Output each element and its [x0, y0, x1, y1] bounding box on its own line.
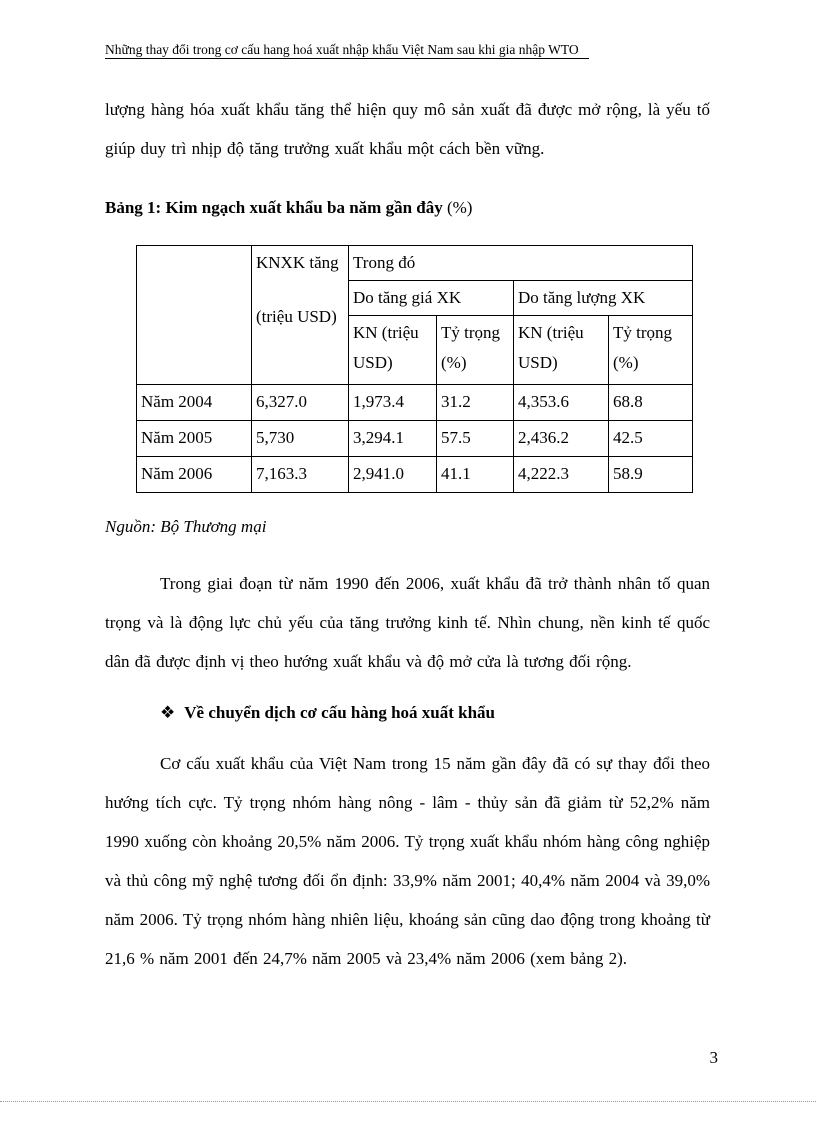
bullet-heading-text: Về chuyển dịch cơ cấu hàng hoá xuất khẩu — [184, 703, 496, 722]
paragraph-structure: Cơ cấu xuất khẩu của Việt Nam trong 15 năm gần đây đã có sự thay đổi theo hướng tích cực. Tỷ trọng nhóm hàng nông - lâm - thủy sản đã giảm từ 52,2% năm 1990 xuống còn khoảng 20,5% năm 2006. Tỷ trọng xuất khẩu nhóm hàng công nghiệp và thủ công mỹ nghệ tương đối ổn định: 33,9% năm 2001; 40,4% năm 2004 và 39,0% năm 2006. Tỷ trọng nhóm hàng nhiên liệu, khoáng sản cũng dao động trong khoảng từ 21,6 % năm 2001 đến 24,7% năm 2005 và 23,4% năm 2006 (xem bảng 2). — [105, 754, 710, 968]
section-bullet-heading — [160, 693, 710, 732]
header-knxk-line1: KNXK tăng — [256, 253, 339, 272]
header-knxk — [252, 246, 349, 385]
cell-gia-pct: 41.1 — [437, 457, 514, 493]
cell-gia-pct: 31.2 — [437, 385, 514, 421]
header-tytrong-gia: Tỷ trọng (%) — [437, 316, 514, 385]
table-row-2004 — [137, 385, 693, 421]
cell-gia-kn: 1,973.4 — [349, 385, 437, 421]
cell-gia-pct: 57.5 — [437, 421, 514, 457]
cell-knxk: 6,327.0 — [252, 385, 349, 421]
table-caption-suffix: (%) — [442, 198, 473, 217]
table-row-2006 — [137, 457, 693, 493]
cell-luong-kn: 2,436.2 — [514, 421, 609, 457]
cell-knxk: 5,730 — [252, 421, 349, 457]
running-head-text: Những thay đổi trong cơ cấu hang hoá xuất nhập khẩu Việt Nam sau khi gia nhập WTO — [105, 42, 589, 59]
page-number: 3 — [709, 1048, 718, 1067]
header-row-1 — [137, 246, 693, 281]
header-do-tang-luong: Do tăng lượng XK — [514, 281, 693, 316]
cell-gia-kn: 3,294.1 — [349, 421, 437, 457]
table-caption — [105, 188, 710, 227]
footer-dotted-rule — [0, 1101, 816, 1102]
export-turnover-table — [136, 245, 693, 493]
paragraph-growth: Trong giai đoạn từ năm 1990 đến 2006, xuất khẩu đã trở thành nhân tố quan trọng và là động lực chủ yếu của tăng trưởng kinh tế. Nhìn chung, nền kinh tế quốc dân đã được định vị theo hướng xuất khẩu và độ mở cửa là tương đối rộng. — [105, 574, 710, 671]
cell-luong-pct: 42.5 — [609, 421, 693, 457]
header-do-tang-gia: Do tăng giá XK — [349, 281, 514, 316]
paragraph-intro: lượng hàng hóa xuất khẩu tăng thể hiện quy mô sản xuất đã được mở rộng, là yếu tố giúp duy trì nhịp độ tăng trưởng xuất khẩu một cách bền vững. — [105, 100, 710, 158]
header-trong-do: Trong đó — [349, 246, 693, 281]
running-head — [105, 42, 710, 58]
table-caption-bold: Bảng 1: Kim ngạch xuất khẩu ba năm gần đây — [105, 198, 443, 217]
header-kn-gia: KN (triệu USD) — [349, 316, 437, 385]
cell-luong-kn: 4,222.3 — [514, 457, 609, 493]
cell-gia-kn: 2,941.0 — [349, 457, 437, 493]
header-knxk-line2: (triệu USD) — [256, 307, 337, 326]
cell-luong-kn: 4,353.6 — [514, 385, 609, 421]
diamond-bullet-icon: ❖ — [160, 703, 176, 722]
corner-cell — [137, 246, 252, 385]
cell-year: Năm 2005 — [137, 421, 252, 457]
header-kn-luong: KN (triệu USD) — [514, 316, 609, 385]
cell-luong-pct: 58.9 — [609, 457, 693, 493]
source-note: Nguồn: Bộ Thương mại — [105, 517, 267, 536]
header-tytrong-luong: Tỷ trọng (%) — [609, 316, 693, 385]
cell-luong-pct: 68.8 — [609, 385, 693, 421]
cell-year: Năm 2004 — [137, 385, 252, 421]
table-row-2005 — [137, 421, 693, 457]
cell-knxk: 7,163.3 — [252, 457, 349, 493]
cell-year: Năm 2006 — [137, 457, 252, 493]
